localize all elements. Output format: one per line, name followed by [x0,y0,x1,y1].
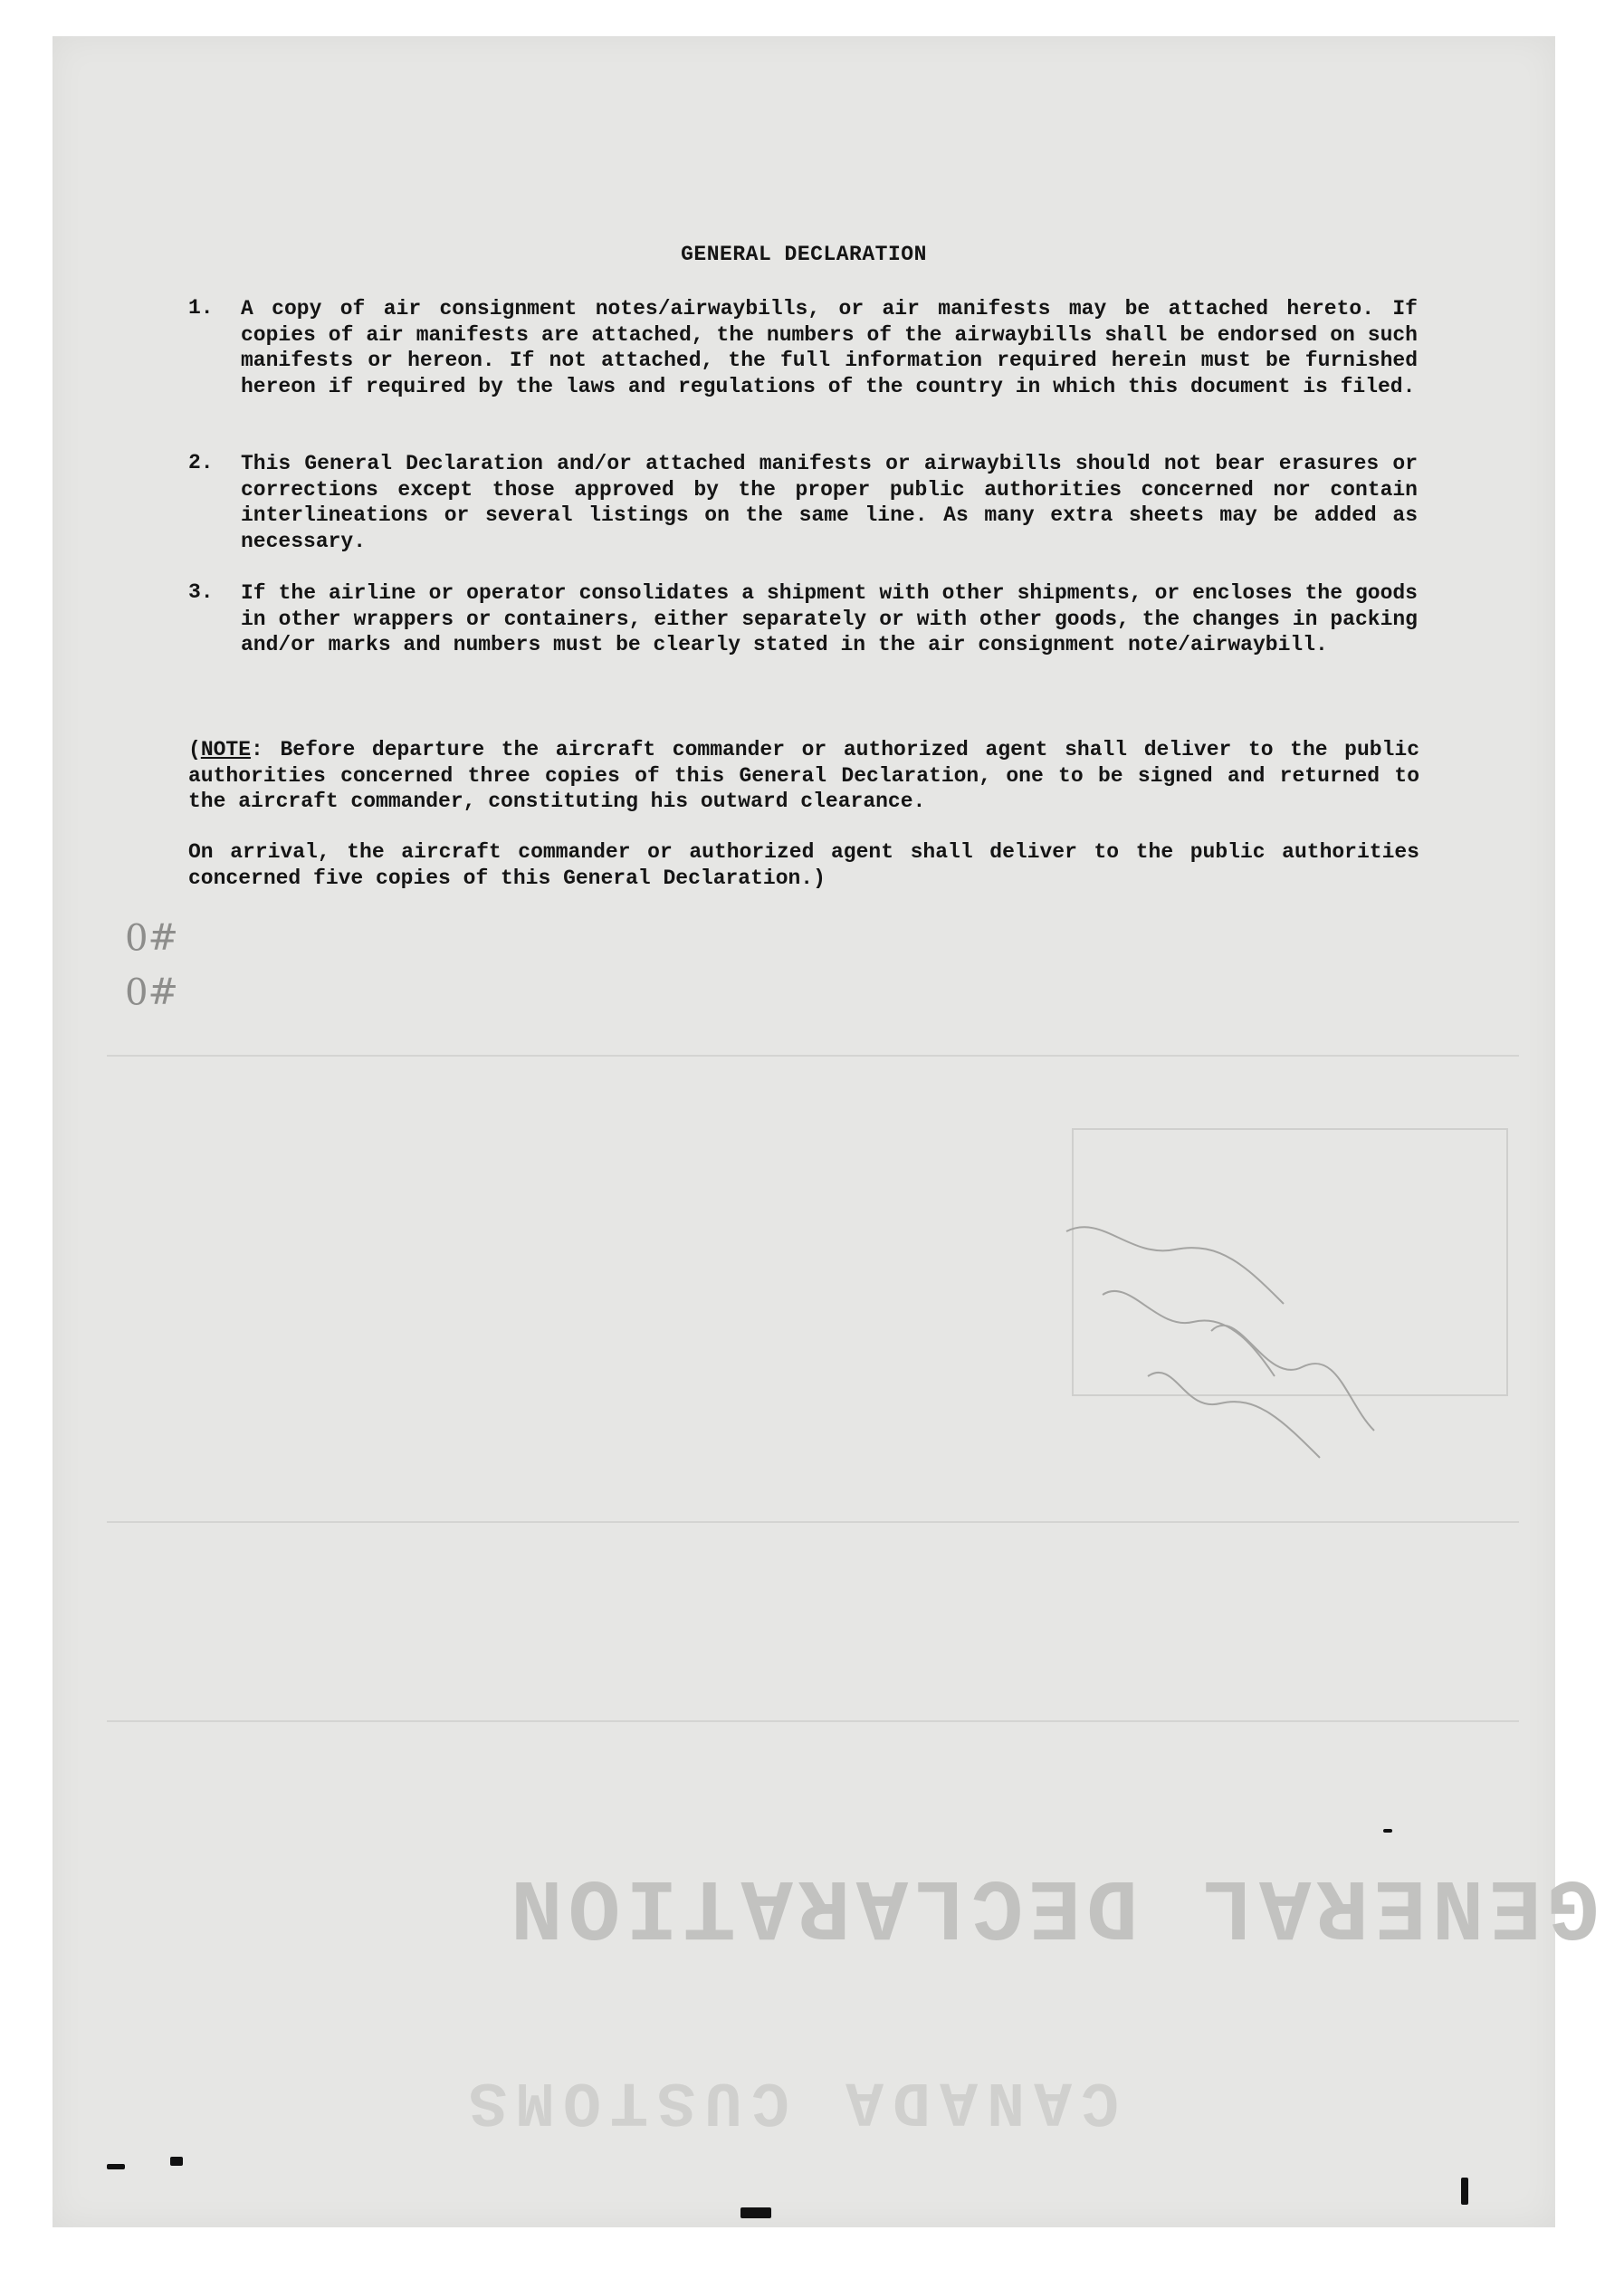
note-text: Before departure the aircraft commander or authorized agent shall deliver to the public authorities concerned three copies of this General Declaration, one to be signed and returned to the aircraft commander, constituting his outward clearance. [188,738,1419,813]
scan-speck [1461,2178,1468,2205]
margin-handwritten-mark: #0 [125,969,178,1010]
item-text: A copy of air consignment notes/airwaybills, or air manifests may be attached hereto. If copies of air manifests are attached, the numbers of the airwaybills shall be endorsed on such manifests or hereon. If not attached, the full information required herein must be furnished hereon if required by the laws and regulations of the country in which this document is filed. [241,297,1418,398]
item-text: This General Declaration and/or attached manifests or airwaybills should not bear erasures or corrections except those approved by the proper public authorities concerned nor contain interlineations or several listings on the same line. As many extra sheets may be added as necessary. [241,452,1418,553]
scan-speck [1383,1829,1392,1833]
note-colon: : [251,738,263,761]
item-text: If the airline or operator consolidates a shipment with other shipments, or encloses the goods in other wrappers or containers, either separately or with other goods, the changes in packing and/or marks and numbers must be clearly stated in the air consignment note/airwaybill. [241,581,1418,656]
scan-speck [740,2207,771,2218]
page-title: GENERAL DECLARATION [681,243,927,266]
bleed-through-subtitle: CANADA CUSTOMS [460,2064,1120,2136]
margin-handwritten-mark: #0 [125,914,178,956]
note-open-paren: ( [188,738,201,761]
note-label: NOTE [200,738,252,761]
scan-speck [107,2164,125,2169]
arrival-paragraph: On arrival, the aircraft commander or authorized agent shall deliver to the public authorities concerned five copies of this General Declaration.) [188,840,1419,890]
item-number: 3. [188,580,214,604]
declaration-text [53,36,1555,2227]
bleed-through-title: GENERAL DECLARATION [505,1856,1600,1955]
scan-speck [170,2157,183,2166]
document-page [53,36,1600,2227]
item-number: 2. [188,451,214,474]
note-paragraph [188,737,1419,815]
item-number: 1. [188,296,214,320]
